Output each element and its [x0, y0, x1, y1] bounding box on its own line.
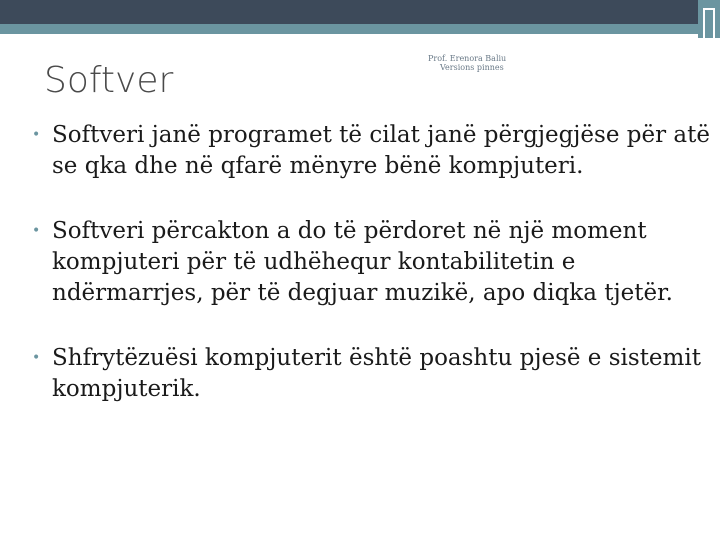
header-corner-block	[698, 0, 720, 38]
slide-title: Softver	[44, 60, 174, 101]
bullet-text: Softveri përcakton a do të përdoret në një moment kompjuteri për të udhëhequr kontabilitetin e ndërmarrjes, për të degjuar muzikë, apo diqka tjetër.	[52, 218, 673, 306]
bullet-text: Softveri janë programet të cilat janë përgjegjëse për atë se qka dhe në qfarë mënyre bënë kompjuteri.	[52, 122, 710, 179]
header-bar	[0, 0, 720, 38]
header-dark-band	[0, 0, 698, 24]
bullet-item	[30, 216, 710, 309]
corner-frame-icon	[703, 8, 715, 38]
bullet-icon: •	[32, 127, 41, 143]
bullet-icon: •	[32, 223, 41, 239]
author-name: Prof. Erenora Baliu	[428, 54, 507, 63]
author-note	[428, 54, 538, 72]
author-subline: Versions pinnes	[440, 63, 504, 72]
bullet-item	[30, 120, 710, 182]
header-accent-band	[0, 24, 698, 34]
bullet-list	[30, 120, 710, 405]
bullet-item	[30, 343, 710, 405]
bullet-icon: •	[32, 350, 41, 366]
bullet-text: Shfrytëzuësi kompjuterit është poashtu pjesë e sistemit kompjuterik.	[52, 345, 701, 402]
